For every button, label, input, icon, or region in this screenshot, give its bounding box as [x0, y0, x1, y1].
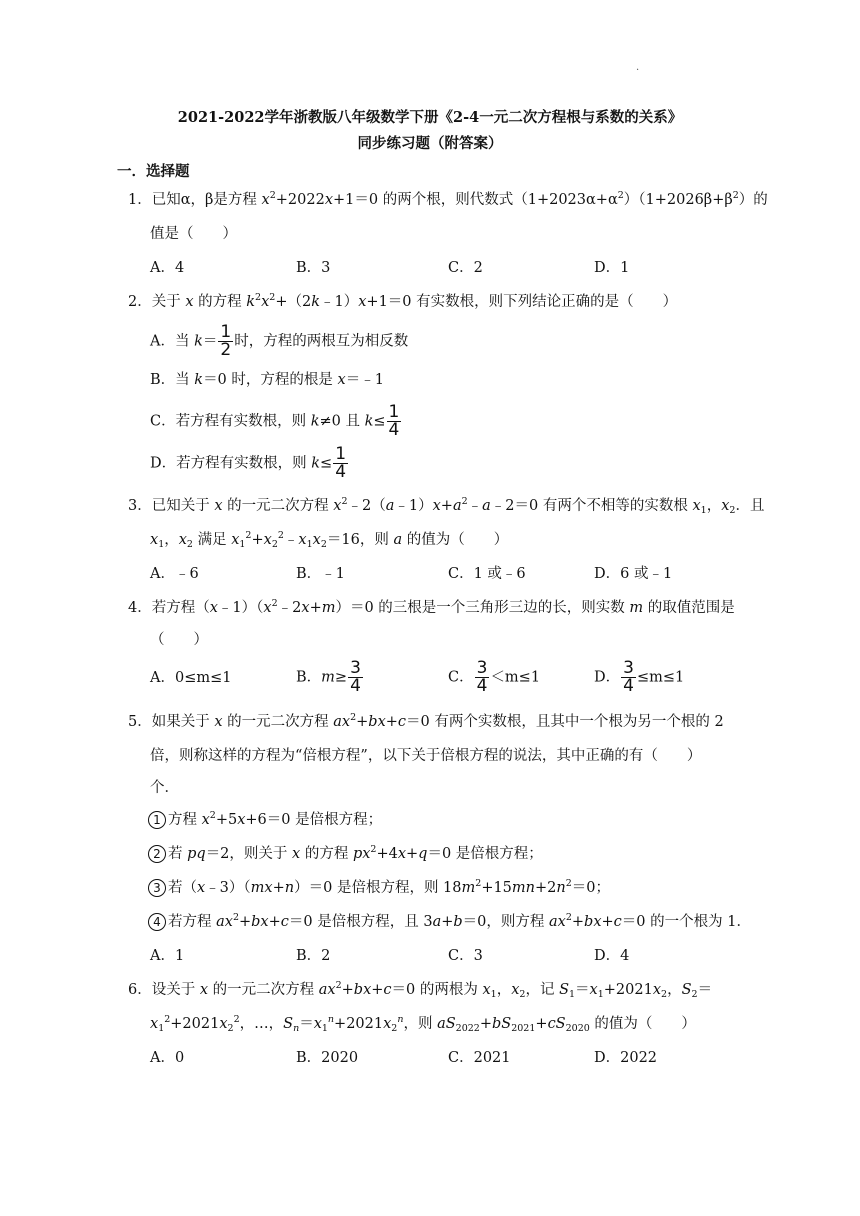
q5-option-c: C．3 — [448, 948, 483, 964]
q3-option-a: A．﹣6 — [150, 566, 199, 582]
fraction-three-quarters: $\frac{3}{4}$ — [623, 658, 634, 696]
q4-option-c: C． $\frac{3}{4}$ ＜m≤1 — [448, 658, 541, 696]
q4-option-b: B．m≥ $\frac{3}{4}$ — [296, 658, 361, 696]
fraction-one-quarter: $\frac{1}{4}$ — [388, 402, 400, 440]
q5-statement-1: 1 方程 $x^2+5x+6=0$ 是倍根方程； — [148, 810, 382, 830]
question-2-stem: 2．关于 x 的方程 $k^2x^2+(2k﹣1)x+1=0$ 有实数根，则下列结论正确的是（ ） — [128, 292, 678, 310]
q1-option-c: C．2 — [448, 260, 483, 276]
fraction-three-quarters: $\frac{3}{4}$ — [350, 658, 361, 696]
q5-option-b: B．2 — [296, 948, 331, 964]
question-1-stem: 1．已知α，β是方程 $x^2+2022x+1=0$ 的两个根，则代数式$(1+2023\alpha+\alpha^2)(1+2026\beta+\beta^2)$的 — [128, 190, 768, 208]
question-5-stem-line2: 倍，则称这样的方程为“倍根方程”，以下关于倍根方程的说法，其中正确的有（ ） — [150, 748, 702, 764]
q2-option-c: C．若方程有实数根，则 k≠0 且 k≤ $\frac{1}{4}$ — [150, 402, 400, 440]
fraction-one-quarter: $\frac{1}{4}$ — [335, 444, 347, 482]
q5-option-d: D．4 — [594, 948, 630, 964]
q5-statement-3: 3 若（x﹣3）（mx+n）＝0 是倍根方程，则 $18m^2+15mn+2n^2=0$； — [148, 878, 610, 898]
q5-statement-2: 2 若 pq＝2，则关于 x 的方程 $px^2+4x+q=0$ 是倍根方程； — [148, 844, 543, 864]
section-heading: 一．选择题 — [117, 163, 190, 180]
q6-option-d: D．2022 — [594, 1050, 658, 1066]
q1-option-a: A．4 — [150, 260, 185, 276]
q2-option-b: B．当 k＝0 时，方程的根是 x＝﹣1 — [150, 372, 384, 388]
question-6-stem: 6．设关于 x 的一元二次方程 $ax^2+bx+c=0$ 的两根为 $x_1$，$x_2$，记 $S_1=x_1+2021x_2$，$S_2=$ — [128, 980, 713, 1000]
q1-option-b: B．3 — [296, 260, 331, 276]
question-1-stem-cont: 值是（ ） — [150, 226, 237, 242]
q1-option-d: D．1 — [594, 260, 630, 276]
q5-option-a: A．1 — [150, 948, 185, 964]
question-5-stem: 5．如果关于 x 的一元二次方程 $ax^2+bx+c=0$ 有两个实数根，且其中一个根为另一个根的 2 — [128, 712, 724, 730]
q2-option-d: D．若方程有实数根，则 k≤ $\frac{1}{4}$ — [150, 444, 347, 482]
document-subtitle: 同步练习题（附答案） — [357, 135, 503, 152]
q3-option-b: B．﹣1 — [296, 566, 345, 582]
question-6-stem-cont: $x_1^2+2021x_2^2$，…，$S_n=x_1^n+2021x_2^n$，则 $aS_{2022}+bS_{2021}+cS_{2020}$ 的值为（ ） — [150, 1014, 696, 1034]
fraction-three-quarters: $\frac{3}{4}$ — [476, 658, 488, 696]
q6-option-b: B．2020 — [296, 1050, 359, 1066]
question-4-stem: 4．若方程$(x﹣1)(x^2﹣2x+m)=0$ 的三根是一个三角形三边的长，则实数 m 的取值范围是 — [128, 598, 735, 616]
question-5-stem-line3: 个． — [150, 780, 179, 796]
q6-option-c: C．2021 — [448, 1050, 511, 1066]
question-3-stem-cont: $x_1$，$x_2$ 满足 $x_1^2+x_2^2﹣x_1x_2=16$，则 a 的值为（ ） — [150, 530, 509, 550]
header-dot: . — [636, 62, 640, 73]
document-title: 2021-2022学年浙教版八年级数学下册《2-4一元二次方程根与系数的关系》 — [177, 109, 683, 126]
q5-statement-4: 4 若方程 $ax^2+bx+c=0$ 是倍根方程，且 3a+b＝0，则方程 $ax^2+bx+c=0$ 的一个根为 1． — [148, 912, 751, 932]
question-3-stem: 3．已知关于 x 的一元二次方程 $x^2﹣2(a﹣1)x+a^2﹣a﹣2=0$ 有两个不相等的实数根 $x_1$，$x_2$．且 — [128, 496, 765, 516]
q4-option-a: A．0≤m≤1 — [150, 670, 232, 686]
q3-option-c: C．1 或﹣6 — [448, 566, 526, 582]
q4-option-d: D． $\frac{3}{4}$ ≤m≤1 — [594, 658, 685, 696]
question-4-stem-cont: （ ） — [150, 632, 208, 648]
q6-option-a: A．0 — [150, 1050, 185, 1066]
q3-option-d: D．6 或﹣1 — [594, 566, 673, 582]
q2-option-a: A．当 k＝ $\frac{1}{2}$ 时，方程的两根互为相反数 — [150, 322, 409, 360]
fraction-one-half: $\frac{1}{2}$ — [220, 322, 232, 360]
